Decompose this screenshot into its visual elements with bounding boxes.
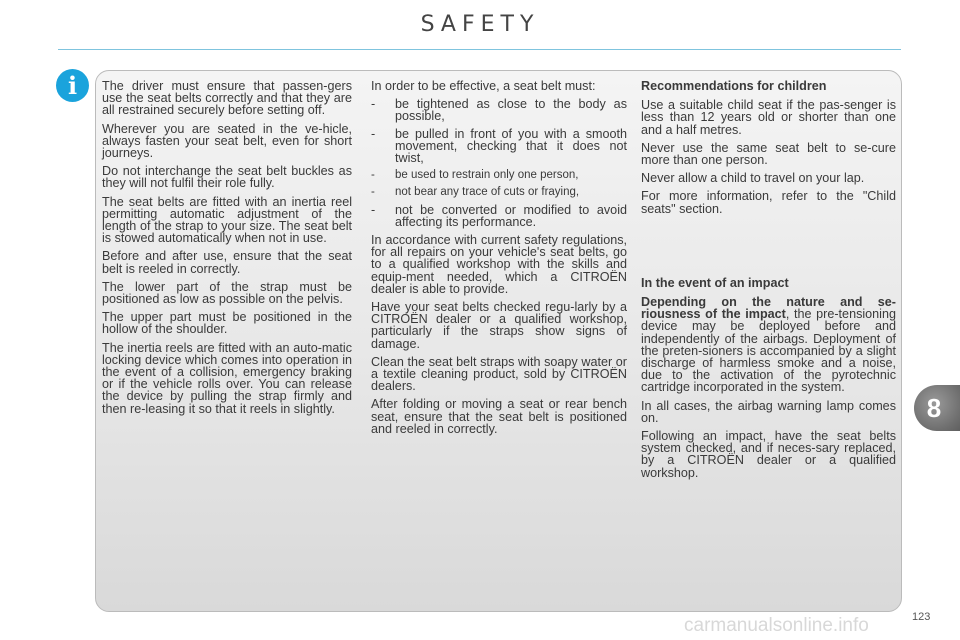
title-divider [58,49,901,50]
column-children-and-impact [641,80,896,485]
paragraph: The upper part must be positioned in the hollow of the shoulder. [102,310,352,337]
paragraph [641,296,896,394]
requirement-list [371,98,627,228]
paragraph: The seat belts are fitted with an inertia reel permitting automatic adjustment of the length of the strap to your size. The seat belt is stowed automatically when not in use. [102,194,352,246]
paragraph: Before and after use, ensure that the seat belt is reeled in correctly. [102,249,352,276]
list-item-text: be pulled in front of you with a smooth movement, checking that it does not twist, [395,126,627,166]
list-item-text: be tightened as close to the body as possible, [395,97,627,124]
intro-text: In order to be effective, a seat belt must: [371,79,596,93]
paragraph: Never use the same seat belt to se-cure more than one person. [641,140,896,168]
section-heading: Recommendations for children [641,79,827,93]
watermark: carmanualsonline.info [684,615,869,636]
page-title: SAFETY [420,12,540,37]
dash-marker: - [371,169,375,182]
list-item-text: not be converted or modified to avoid affecting its performance. [395,202,627,229]
column-seat-belt-effectiveness [371,80,627,441]
paragraph: In all cases, the airbag warning lamp comes on. [641,398,896,425]
dash-marker: - [371,97,376,112]
list-item-text: be used to restrain only one person, [395,169,579,182]
dash-marker: - [371,186,375,199]
section-heading: In the event of an impact [641,275,789,290]
list-item [371,204,627,228]
list-item [371,98,627,122]
paragraph: Following an impact, have the seat belts system checked, and if neces-sary replaced, by a CITROËN dealer or a qualified workshop. [641,429,896,480]
paragraph: Have your seat belts checked regu-larly by a CITROËN dealer or a qualified workshop, particularly if the straps show signs of damage. [371,300,627,351]
paragraph: For more information, refer to the "Child seats" section. [641,189,896,216]
paragraph: In accordance with current safety regulations, for all repairs on your vehicle's seat belts, go to a qualified workshop with the skills and equip-ment needed, which a CITROËN dealer is able to provide. [371,233,627,296]
list-item [371,169,627,181]
paragraph: The driver must ensure that passen-gers use the seat belts correctly and that they are all restrained securely before setting off. [102,79,352,118]
lead-rest-text: , the pre-tensioning device may be deployed before and independently of the airbags. Deployment of the preten-sioners is accompanied by a slight discharge of harmless smoke and a noise, due to the activation of the pyrotechnic cartridge incorporated in the system. [641,307,896,395]
dash-marker: - [371,202,376,217]
bold-lead-text: Depending on the nature and se-riousness of the impact [641,295,896,322]
list-item [371,186,627,198]
column-seat-belt-use [102,80,352,421]
paragraph: The lower part of the strap must be positioned as low as possible on the pelvis. [102,279,352,307]
paragraph: Clean the seat belt straps with soapy water or a textile cleaning product, sold by CITROËN dealers. [371,354,627,394]
list-item-text: not bear any trace of cuts or fraying, [395,186,580,199]
dash-marker: - [371,126,376,141]
paragraph: After folding or moving a seat or rear bench seat, ensure that the seat belt is positioned and reeled in correctly. [371,397,627,436]
paragraph: Use a suitable child seat if the pas-senger is less than 12 years old or shorter than one and a half metres. [641,98,896,137]
info-icon: i [56,69,89,102]
section-spacer [641,221,896,277]
paragraph: Wherever you are seated in the ve-hicle, always fasten your seat belt, even for short journeys. [102,121,352,161]
list-item [371,128,627,165]
page-number: 123 [912,611,931,623]
chapter-tab: 8 [914,385,960,431]
paragraph: Do not interchange the seat belt buckles as they will not fulfil their role fully. [102,164,352,191]
paragraph: The inertia reels are fitted with an auto-matic locking device which comes into operation in the event of a collision, emergency braking or if the vehicle rolls over. You can release the device by pulling the strap firmly and then re-leasing it so that it reels in slightly. [102,340,352,416]
paragraph: Never allow a child to travel on your lap. [641,171,865,186]
